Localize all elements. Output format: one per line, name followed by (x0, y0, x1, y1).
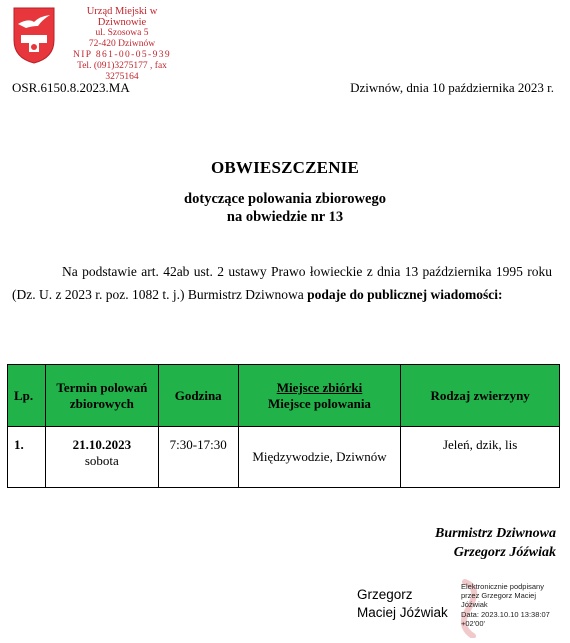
office-nip: NIP 861-00-05-939 (72, 50, 172, 60)
esignature-info-line3: Jóźwiak (461, 600, 488, 610)
header-lp: Lp. (8, 365, 46, 427)
office-phone: Tel. (091)3275177 , fax 3275164 (77, 61, 167, 82)
cell-lp: 1. (8, 427, 46, 488)
office-city: 72-420 Dziwnów (88, 39, 156, 49)
office-street: ul. Szosowa 5 (95, 28, 149, 38)
esignature-name-line1: Grzegorz (357, 587, 413, 602)
esignature-info-line2: przez Grzegorz Maciej (461, 591, 537, 601)
cell-day: sobota (84, 453, 119, 468)
document-subtitle-line1: dotyczące polowania zbiorowego (184, 191, 386, 207)
header-miejsce-zbiorki: Miejsce zbiórki (276, 379, 363, 395)
body-bold-tail: podaje do publicznej wiadomości: (307, 287, 503, 302)
cell-game: Jeleń, dzik, lis (401, 427, 560, 488)
esignature-info-line5: +02'00' (461, 618, 485, 628)
esignature-name (357, 586, 448, 622)
table-row (8, 427, 560, 488)
body-paragraph (12, 260, 552, 306)
esignature-info (461, 582, 569, 628)
esignature-info-line4: Data: 2023.10.10 13:38:07 (461, 609, 550, 619)
body-text: Na podstawie art. 42ab ust. 2 ustawy Prawo łowieckie z dnia 13 października 1995 roku (Dz. U. z 2023 r. poz. 1082 t. j.) Burmistrz Dziwnowa (12, 264, 552, 302)
cell-place: Międzywodzie, Dziwnów (238, 427, 401, 488)
table-header-row (8, 365, 560, 427)
office-name: Urząd Miejski w Dziwnowie (86, 6, 158, 28)
header-godzina: Godzina (158, 365, 238, 427)
cell-hours: 7:30-17:30 (158, 427, 238, 488)
office-address-block (62, 6, 182, 83)
cell-date: 21.10.2023 (72, 437, 132, 452)
document-title: OBWIESZCZENIE (210, 158, 360, 177)
hunting-schedule-table (7, 364, 560, 488)
document-subtitle-line2: na obwiedzie nr 13 (226, 209, 344, 225)
signature-name: Grzegorz Jóźwiak (453, 545, 556, 560)
signature-title: Burmistrz Dziwnowa (435, 526, 556, 541)
cell-termin (45, 427, 158, 488)
header-rodzaj: Rodzaj zwierzyny (401, 365, 560, 427)
place-date: Dziwnów, dnia 10 października 2023 r. (350, 80, 554, 95)
header-termin: Termin polowań zbiorowych (45, 365, 158, 427)
esignature-info-line1: Elektronicznie podpisany (461, 582, 544, 591)
reference-number: OSR.6150.8.2023.MA (12, 80, 130, 95)
header-miejsce-polowania: Miejsce polowania (268, 395, 371, 411)
coat-of-arms-icon (12, 6, 56, 64)
header-miejsce (238, 365, 401, 427)
esignature-name-line2: Maciej Jóźwiak (357, 605, 448, 620)
